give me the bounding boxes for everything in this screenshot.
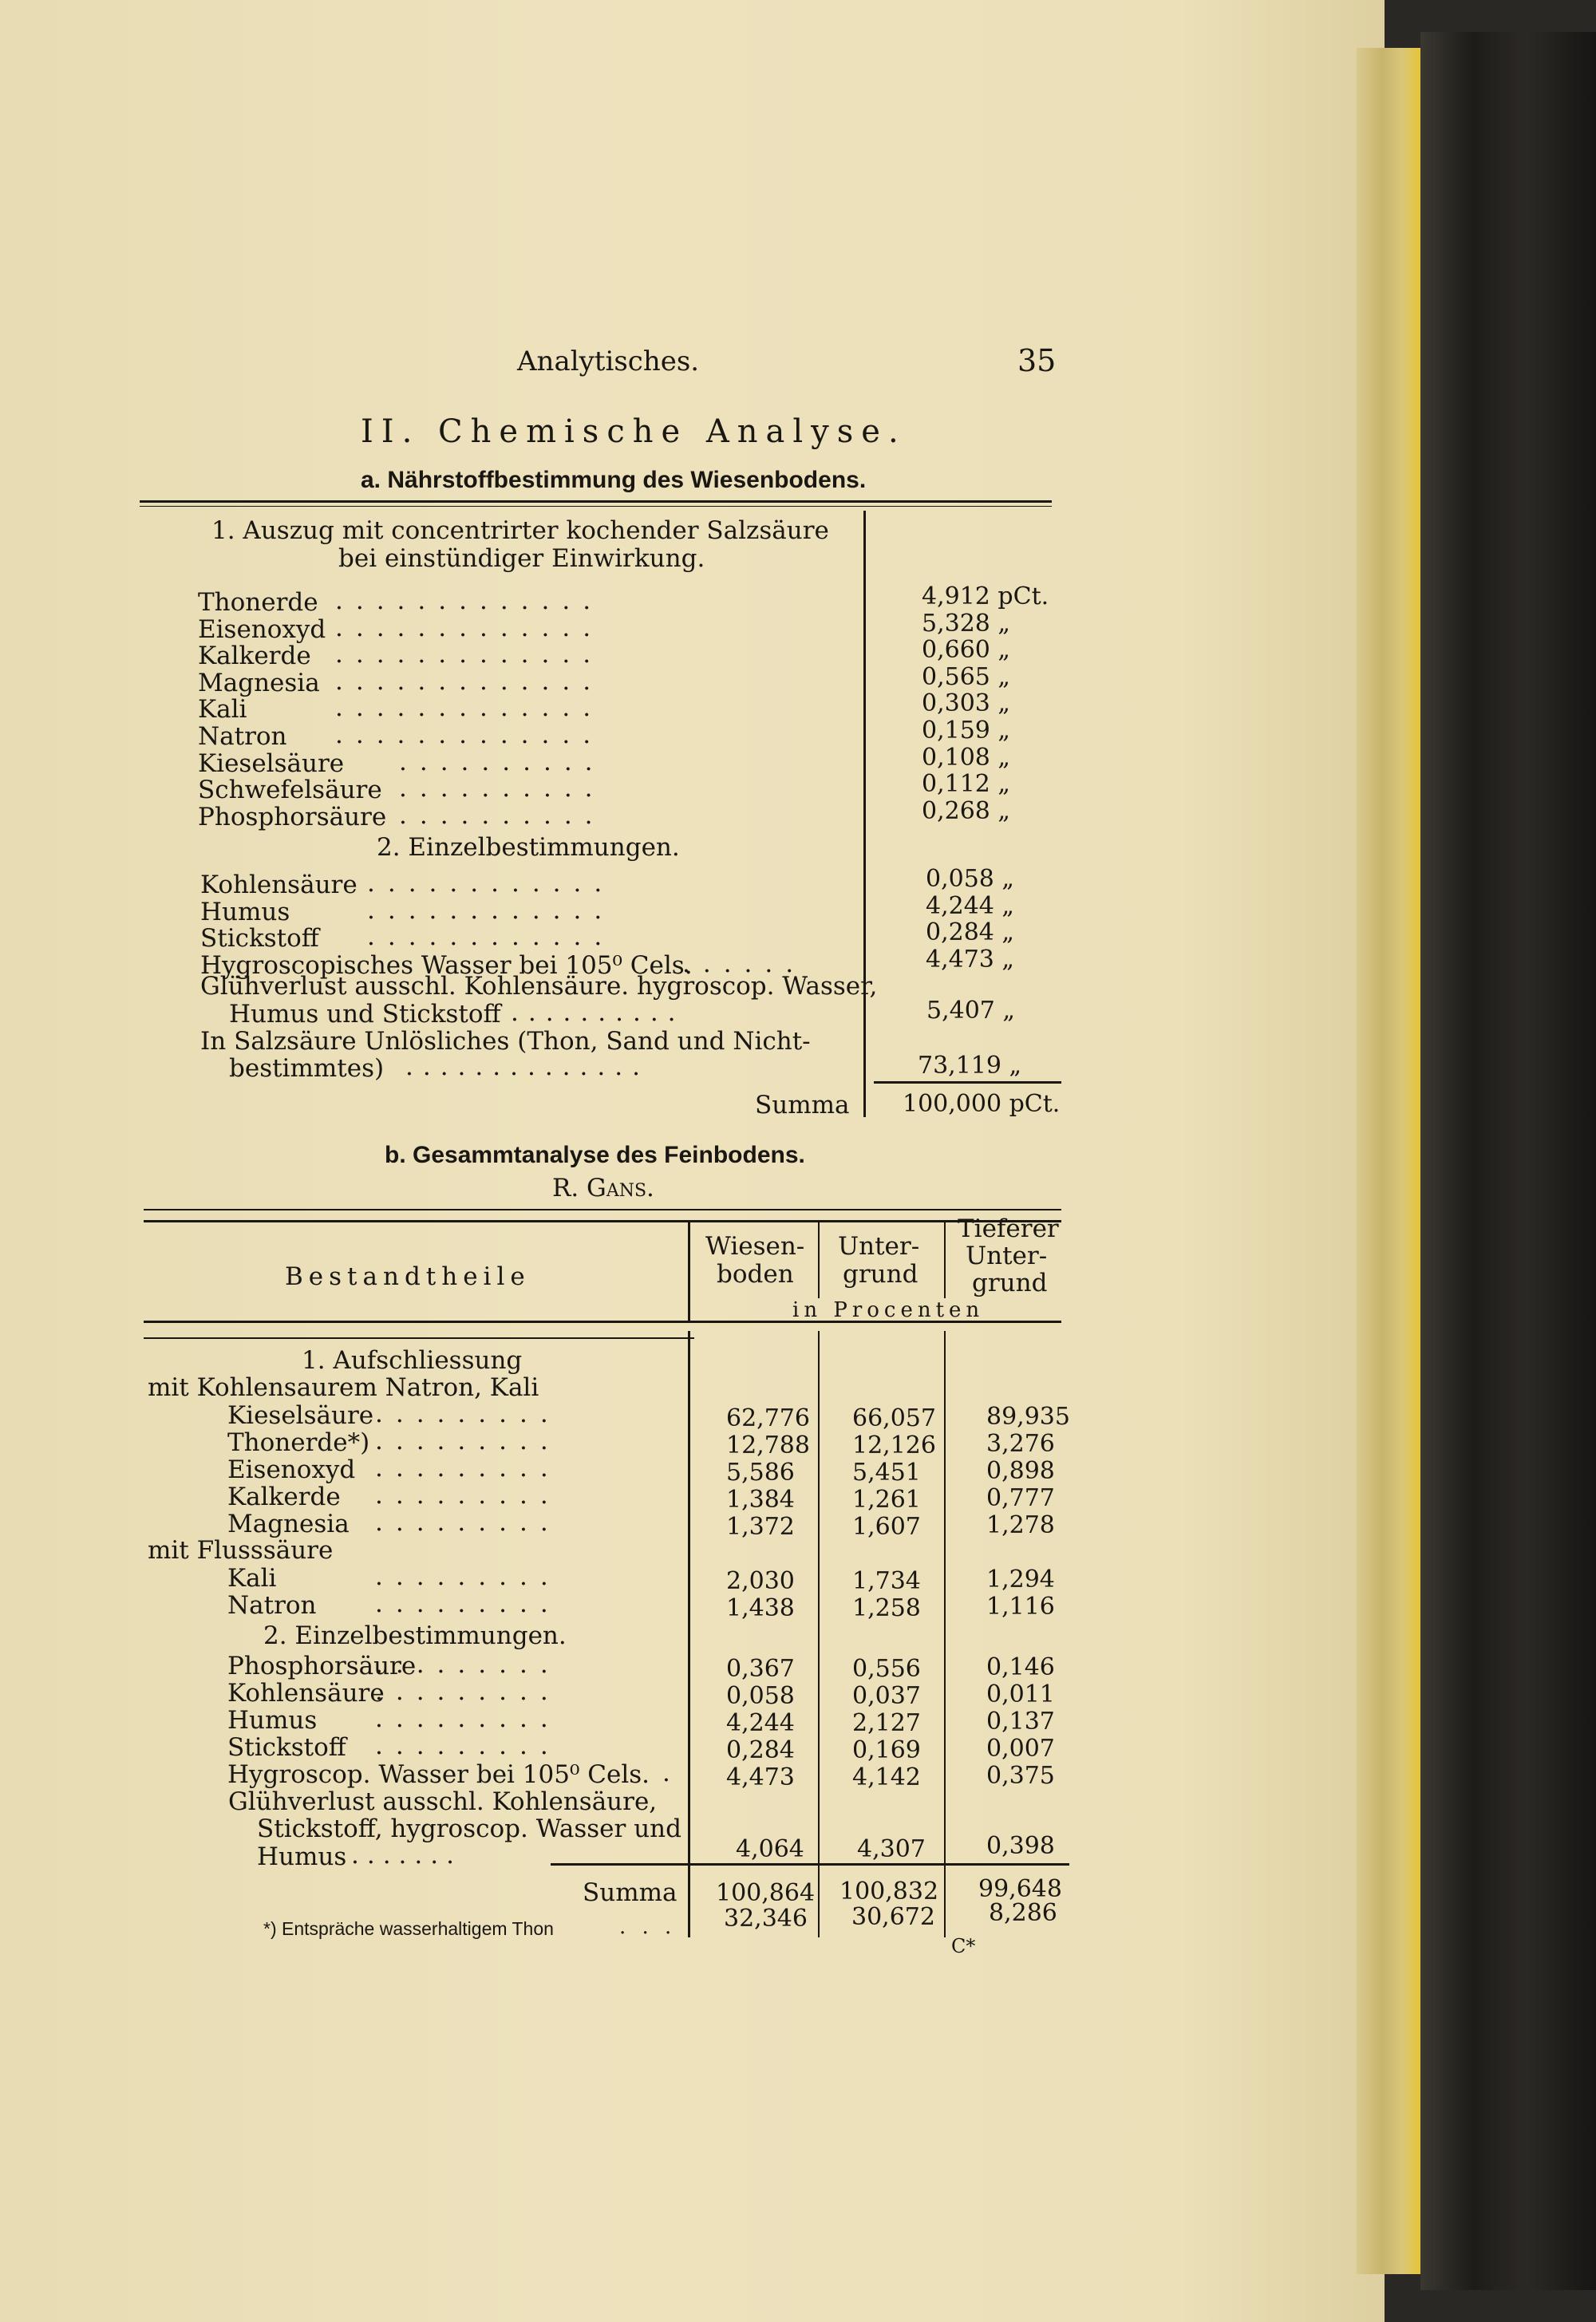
leader-dots: ............. (335, 640, 604, 669)
part-b-summa-label: Summa (583, 1878, 678, 1907)
part-b-row-label: Kali (227, 1564, 277, 1593)
leader-dots: .......... (399, 774, 606, 804)
part-b-row-label: Kieselsäure (227, 1401, 374, 1430)
part-b-row-wiesenboden: 0,284 (726, 1736, 795, 1764)
part-a-summa-label: Summa (755, 1091, 850, 1120)
running-title: Analytisches. (517, 346, 700, 377)
part-b-row-untergrund: 0,169 (852, 1736, 921, 1764)
part-b-row-wiesenboden: 2,030 (726, 1567, 795, 1595)
b-summa-v3: 99,648 (978, 1875, 1062, 1903)
footnote: *) Entspräche wasserhaltigem Thon (263, 1918, 554, 1939)
leader-dots: .......... (399, 800, 606, 830)
gluehverlust-dots: .......... (511, 998, 685, 1027)
part-b-row-label: Natron (227, 1591, 317, 1620)
part-b-row-untergrund: 1,261 (852, 1486, 921, 1514)
part-b-author: R. Gans. (552, 1174, 654, 1202)
part-b-row-label: Eisenoxyd (227, 1455, 356, 1484)
part-a-row-label: Humus (200, 897, 290, 926)
col-header-bestandtheile: Bestandtheile (285, 1262, 531, 1291)
part-b-sum-rule (551, 1863, 1069, 1866)
footnote-dots: . . . (619, 1915, 677, 1939)
part-a-row-label: Hygroscopisches Wasser bei 105⁰ Cels. (200, 950, 693, 980)
part-a-row-label: Eisenoxyd (198, 614, 326, 644)
part-a-intro-line2: bei einstündiger Einwirkung. (338, 544, 705, 573)
b-footnote-v3: 8,286 (989, 1899, 1057, 1927)
part-b-row-wiesenboden: 1,438 (726, 1594, 795, 1622)
part-b-heading2: 2. Einzelbestimmungen. (263, 1621, 567, 1650)
part-b-row-untergrund: 5,451 (852, 1459, 921, 1487)
part-b-row-tieferer-untergrund: 3,276 (986, 1430, 1055, 1458)
b-footnote-v2: 30,672 (851, 1903, 935, 1931)
part-a-row-label: Thonerde (198, 588, 318, 617)
signature-mark: C* (951, 1935, 976, 1957)
b-summa-v2: 100,832 (839, 1878, 939, 1905)
part-a-sum-rule (874, 1081, 1061, 1084)
book-binding (1420, 32, 1596, 2290)
leader-dots: ......... (375, 1704, 561, 1733)
part-b-header-divider2 (818, 1222, 820, 1298)
part-b-row-tieferer-untergrund: 0,011 (986, 1680, 1055, 1708)
col1-header-line1: Wiesen- (705, 1232, 805, 1261)
b-glueh-line3: Humus (257, 1842, 347, 1871)
part-a-row-value: 4,912 pCt. (922, 582, 1049, 610)
part-b-row-label: Magnesia (227, 1510, 350, 1538)
part-a-row-label: Stickstoff (200, 924, 319, 954)
part-a-row-label: Magnesia (198, 668, 320, 697)
leader-dots: ............. (335, 721, 604, 749)
leader-dots: ............. (335, 613, 604, 642)
part-b-body-divider1 (688, 1331, 690, 1937)
part-b-row-label: Thonerde*) (227, 1428, 370, 1457)
part-b-row-untergrund: 2,127 (852, 1709, 921, 1737)
part-a-summa-value: 100,000 pCt. (903, 1090, 1061, 1118)
part-b-row-label: Humus (227, 1706, 318, 1735)
leader-dots: ...... (682, 949, 807, 978)
part-a-title: a. Nährstoffbestimmung des Wiesenbodens. (361, 467, 867, 493)
part-a-top-rule (140, 500, 1052, 503)
b-glueh-v3: 0,398 (986, 1832, 1055, 1860)
b-summa-v1: 100,864 (716, 1879, 816, 1907)
leader-dots: ......... (375, 1400, 561, 1428)
leader-dots: ......... (375, 1589, 561, 1618)
leader-dots: ............. (335, 693, 604, 723)
part-b-row-untergrund: 12,126 (852, 1432, 936, 1459)
part-a-row-value: 0,058 „ (926, 865, 1014, 893)
part-b-row-wiesenboden: 0,367 (726, 1655, 795, 1683)
col2-header-line1: Unter- (838, 1232, 920, 1261)
unloeslich-dots: .............. (405, 1052, 650, 1081)
leader-dots: ............ (367, 895, 615, 925)
part-a-row-value: 5,328 „ (922, 609, 1010, 638)
part-b-row-label: Phosphorsäure (227, 1652, 417, 1680)
part-b-row-wiesenboden: 12,788 (726, 1432, 810, 1459)
col3-header-line2: Unter- (966, 1242, 1048, 1270)
leader-dots: ............ (367, 922, 615, 952)
part-b-title: b. Gesammtanalyse des Feinbodens. (385, 1142, 805, 1168)
leader-dots: ......... (375, 1677, 561, 1706)
page-number: 35 (1017, 343, 1057, 378)
page-edge-gutter (1357, 48, 1420, 2274)
part-a-row-value: 4,244 „ (926, 891, 1014, 920)
part-b-row-wiesenboden: 1,384 (726, 1486, 795, 1514)
gluehverlust-line2: Humus und Stickstoff (229, 1000, 501, 1029)
leader-dots: ......... (375, 1562, 561, 1591)
part-b-body-divider3 (944, 1331, 946, 1937)
leader-dots: ......... (375, 1508, 561, 1537)
part-a-row-value: 0,284 „ (926, 918, 1014, 947)
part-b-header-divider3 (944, 1222, 946, 1298)
leader-dots: ......... (375, 1454, 561, 1483)
part-b-row-wiesenboden: 5,586 (726, 1459, 795, 1487)
part-b-row-tieferer-untergrund: 89,935 (986, 1403, 1070, 1431)
part-b-row-untergrund: 66,057 (852, 1404, 936, 1432)
part-b-row-tieferer-untergrund: 0,146 (986, 1653, 1055, 1681)
part-a-row-value: 0,268 „ (922, 796, 1010, 825)
part-b-row-tieferer-untergrund: 0,007 (986, 1735, 1055, 1763)
part-b-row-untergrund: 0,556 (852, 1655, 921, 1683)
part-b-top-rule2 (144, 1220, 1061, 1222)
part-a-row-value: 0,159 „ (922, 717, 1010, 744)
part-a-row-value: 0,660 „ (922, 636, 1010, 665)
part-a-row-value: 0,303 „ (922, 689, 1010, 718)
part-a-row-label: Phosphorsäure (198, 802, 387, 831)
b-glueh-line2: Stickstoff, hygroscop. Wasser und (257, 1815, 681, 1843)
part-b-row-wiesenboden: 0,058 (726, 1682, 795, 1710)
part-b-row-wiesenboden: 4,473 (726, 1763, 795, 1791)
part-b-header-divider1 (688, 1222, 690, 1323)
part-a-row-label: Kohlensäure (200, 871, 358, 899)
part-b-row-tieferer-untergrund: 0,777 (986, 1484, 1055, 1512)
part-b-row-untergrund: 1,734 (852, 1567, 921, 1595)
gluehverlust-line1: Glühverlust ausschl. Kohlensäure. hygroscop. Wasser, (200, 972, 878, 1001)
part-a-top-rule-thin (140, 506, 1052, 507)
b-glueh-line1: Glühverlust ausschl. Kohlensäure, (228, 1787, 658, 1816)
leader-dots: .......... (399, 747, 606, 776)
part-b-group2: mit Flusssäure (148, 1536, 334, 1565)
part-b-row-label: Stickstoff (227, 1733, 346, 1762)
part-b-row-tieferer-untergrund: 1,294 (986, 1566, 1055, 1593)
leader-dots: ............. (335, 666, 604, 696)
col3-header-line1: Tieferer (958, 1214, 1059, 1243)
part-b-row-untergrund: 0,037 (852, 1682, 921, 1710)
part-b-row-wiesenboden: 1,372 (726, 1513, 795, 1541)
part-b-row-tieferer-untergrund: 0,898 (986, 1457, 1055, 1485)
b-glueh-dots: ....... (351, 1841, 462, 1870)
part-b-top-rule (144, 1209, 1061, 1210)
unloeslich-line2: bestimmtes) (229, 1054, 385, 1083)
part-b-row-tieferer-untergrund: 1,278 (986, 1511, 1055, 1539)
part-a-row-value: 0,112 „ (922, 770, 1010, 799)
part-b-row-wiesenboden: 62,776 (726, 1404, 810, 1432)
part-b-row-label: Kohlensäure (227, 1679, 385, 1708)
part-a-intro-line1: 1. Auszug mit concentrirter kochender Salzsäure (211, 516, 829, 545)
part-b-row-untergrund: 1,258 (852, 1594, 921, 1622)
leader-dots: . (662, 1759, 670, 1787)
part-b-heading1: 1. Aufschliessung (302, 1346, 523, 1375)
part-b-body-divider2 (818, 1331, 820, 1937)
part-a-row-label: Kali (198, 695, 247, 725)
part-a-row-label: Kieselsäure (198, 748, 345, 778)
leader-dots: ......... (375, 1732, 561, 1760)
part-b-row-tieferer-untergrund: 0,137 (986, 1708, 1055, 1736)
part-b-row-tieferer-untergrund: 1,116 (986, 1593, 1055, 1621)
col3-header-line3: grund (972, 1269, 1048, 1297)
unit-note: in Procenten (792, 1298, 985, 1322)
leader-dots: ............. (335, 586, 604, 615)
part-a-heading2: 2. Einzelbestimmungen. (377, 833, 680, 862)
part-b-row-untergrund: 4,142 (852, 1763, 921, 1791)
part-b-row-untergrund: 1,607 (852, 1513, 921, 1541)
part-a-column-divider (863, 511, 866, 1117)
part-a-row-value: 0,565 „ (922, 662, 1010, 691)
leader-dots: ............ (367, 869, 615, 898)
part-a-row-value: 0,108 „ (922, 743, 1010, 772)
part-b-row-label: Hygroscop. Wasser bei 105⁰ Cels. (227, 1760, 650, 1789)
part-a-row-value: 4,473 „ (926, 945, 1014, 973)
gluehverlust-value: 5,407 „ (926, 997, 1015, 1025)
unloeslich-line1: In Salzsäure Unlösliches (Thon, Sand und Nicht- (200, 1027, 811, 1056)
b-glueh-v1: 4,064 (736, 1835, 804, 1863)
col2-header-line2: grund (843, 1260, 918, 1289)
part-b-row-wiesenboden: 4,244 (726, 1709, 795, 1737)
col1-header-line2: boden (717, 1260, 794, 1289)
part-b-row-label: Kalkerde (227, 1483, 341, 1511)
part-a-row-label: Kalkerde (198, 642, 311, 671)
b-footnote-v1: 32,346 (724, 1905, 808, 1933)
part-b-body-rule (144, 1337, 694, 1339)
part-b-row-tieferer-untergrund: 0,375 (986, 1762, 1055, 1790)
part-a-row-label: Schwefelsäure (198, 776, 382, 805)
leader-dots: ......... (375, 1427, 561, 1455)
b-glueh-v2: 4,307 (857, 1835, 926, 1863)
section-title: II. Chemische Analyse. (361, 413, 907, 450)
leader-dots: ......... (375, 1481, 561, 1510)
part-a-row-label: Natron (198, 722, 287, 751)
part-b-group1: mit Kohlensaurem Natron, Kali (148, 1373, 539, 1402)
leader-dots: ......... (375, 1650, 561, 1679)
unloeslich-value: 73,119 „ (918, 1052, 1022, 1080)
